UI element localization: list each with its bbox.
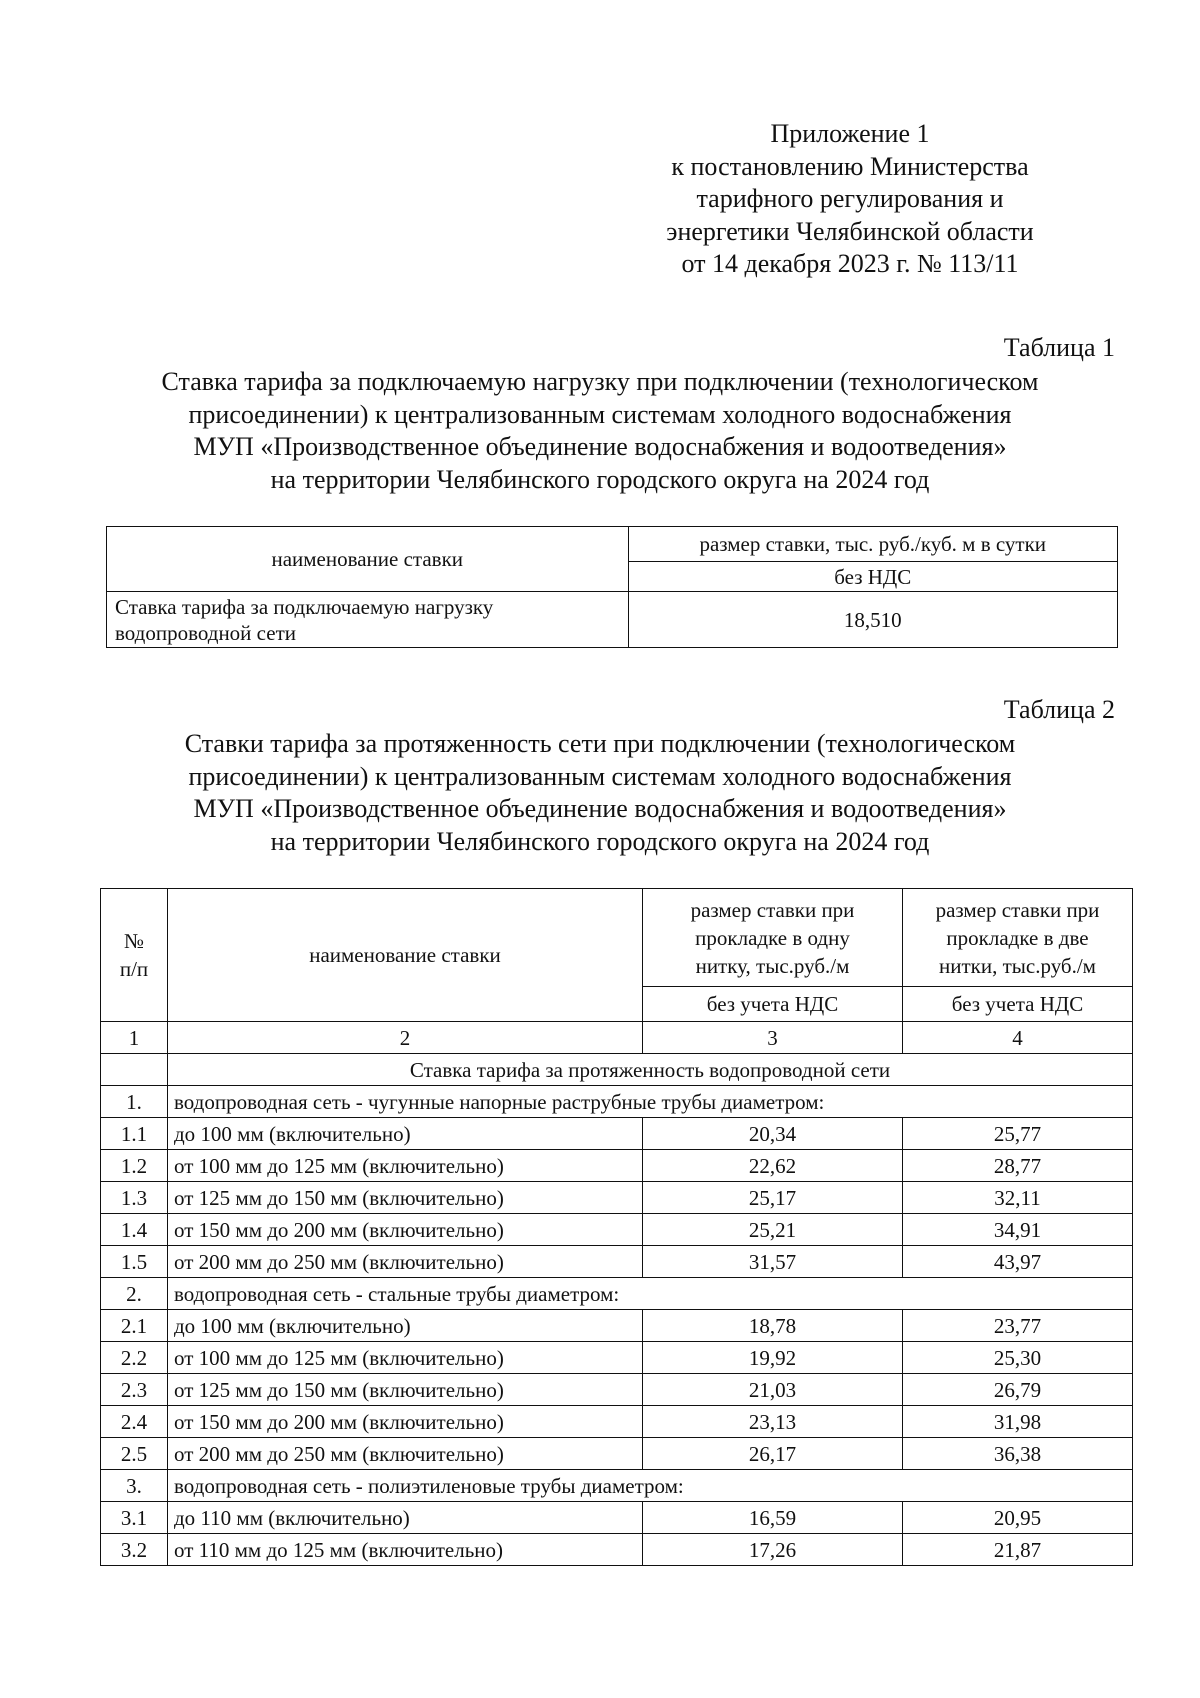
- table2-header-col4-line: нитки, тыс.руб./м: [939, 953, 1096, 978]
- table2-header-num-line: п/п: [119, 957, 149, 981]
- table2-header-col3-line: размер ставки при: [690, 897, 855, 922]
- row-one-thread: 26,17: [643, 1438, 903, 1470]
- row-one-thread: 31,57: [643, 1246, 903, 1278]
- table-row: [101, 1182, 1133, 1214]
- table1: [106, 526, 1118, 648]
- appendix-line: тарифного регулирования и: [696, 184, 1004, 213]
- table2-header-col4-vat: без учета НДС: [903, 987, 1133, 1022]
- row-num: 2.2: [101, 1342, 168, 1374]
- table2-group-row: [101, 1086, 1133, 1118]
- row-two-threads: 36,38: [903, 1438, 1133, 1470]
- table2-header-col3-line: нитку, тыс.руб./м: [695, 953, 850, 978]
- row-two-threads: 43,97: [903, 1246, 1133, 1278]
- group-num: 1.: [101, 1086, 168, 1118]
- row-one-thread: 21,03: [643, 1374, 903, 1406]
- row-one-thread: 16,59: [643, 1502, 903, 1534]
- table2-index-cell: 2: [168, 1022, 643, 1054]
- row-one-thread: 19,92: [643, 1342, 903, 1374]
- row-name: от 200 мм до 250 мм (включительно): [168, 1438, 643, 1470]
- table1-header-size: размер ставки, тыс. руб./куб. м в сутки: [628, 527, 1117, 562]
- table-row: [101, 1246, 1133, 1278]
- table-row: [101, 1374, 1133, 1406]
- row-two-threads: 25,30: [903, 1342, 1133, 1374]
- table2-header-col3: [643, 889, 903, 987]
- row-num: 1.5: [101, 1246, 168, 1278]
- table2-header-col3-line: прокладке в одну: [695, 925, 850, 950]
- row-name: до 100 мм (включительно): [168, 1118, 643, 1150]
- table1-title-line: Ставка тарифа за подключаемую нагрузку при подключении (технологическом: [161, 367, 1039, 396]
- row-name: от 100 мм до 125 мм (включительно): [168, 1342, 643, 1374]
- appendix-line: от 14 декабря 2023 г. № 113/11: [681, 249, 1019, 278]
- table2-index-cell: 3: [643, 1022, 903, 1054]
- row-two-threads: 32,11: [903, 1182, 1133, 1214]
- row-one-thread: 25,21: [643, 1214, 903, 1246]
- table-row: [101, 1406, 1133, 1438]
- group-title: водопроводная сеть - стальные трубы диаметром:: [168, 1278, 1133, 1310]
- group-title: водопроводная сеть - чугунные напорные раструбные трубы диаметром:: [168, 1086, 1133, 1118]
- row-two-threads: 28,77: [903, 1150, 1133, 1182]
- table2-section-row: [101, 1054, 1133, 1086]
- row-two-threads: 20,95: [903, 1502, 1133, 1534]
- row-one-thread: 25,17: [643, 1182, 903, 1214]
- table2-header-num-line: №: [123, 929, 145, 953]
- row-num: 2.4: [101, 1406, 168, 1438]
- table-row: [101, 1150, 1133, 1182]
- table2-title-line: МУП «Производственное объединение водоснабжения и водоотведения»: [193, 794, 1007, 823]
- row-num: 1.4: [101, 1214, 168, 1246]
- table2-title-line: присоединении) к централизованным системам холодного водоснабжения: [188, 761, 1012, 791]
- row-num: 2.1: [101, 1310, 168, 1342]
- row-name: до 100 мм (включительно): [168, 1310, 643, 1342]
- table2-index-cell: 4: [903, 1022, 1133, 1054]
- row-name: от 200 мм до 250 мм (включительно): [168, 1246, 643, 1278]
- row-one-thread: 20,34: [643, 1118, 903, 1150]
- table-row: [101, 1342, 1133, 1374]
- table2-header-col4-line: размер ставки при: [935, 897, 1100, 922]
- group-num: 2.: [101, 1278, 168, 1310]
- table1-row-name-line: Ставка тарифа за подключаемую нагрузку: [115, 594, 494, 619]
- table2-header-col3-vat: без учета НДС: [643, 987, 903, 1022]
- table1-row-name-line: водопроводной сети: [115, 620, 296, 645]
- table2-index-row: [101, 1022, 1133, 1054]
- table1-row-name: [107, 592, 629, 648]
- table2: [100, 888, 1133, 1566]
- appendix-header: [640, 118, 1060, 281]
- table1-header-vat: без НДС: [628, 562, 1117, 592]
- row-num: 1.3: [101, 1182, 168, 1214]
- row-name: от 100 мм до 125 мм (включительно): [168, 1150, 643, 1182]
- table-row: [101, 1118, 1133, 1150]
- table2-group-row: [101, 1470, 1133, 1502]
- table2-header-num: [101, 889, 168, 1022]
- row-num: 2.3: [101, 1374, 168, 1406]
- row-name: от 150 мм до 200 мм (включительно): [168, 1214, 643, 1246]
- table-row: [101, 1310, 1133, 1342]
- table1-label: Таблица 1: [1003, 333, 1115, 362]
- row-num: 1.2: [101, 1150, 168, 1182]
- table2-group-row: [101, 1278, 1133, 1310]
- row-name: до 110 мм (включительно): [168, 1502, 643, 1534]
- group-num: 3.: [101, 1470, 168, 1502]
- table-row: [101, 1438, 1133, 1470]
- row-two-threads: 21,87: [903, 1534, 1133, 1566]
- table2-title-line: Ставки тарифа за протяженность сети при подключении (технологическом: [184, 729, 1016, 758]
- table2-title-line: на территории Челябинского городского округа на 2024 год: [270, 826, 930, 856]
- table1-title-line: на территории Челябинского городского округа на 2024 год: [270, 464, 930, 494]
- row-num: 3.2: [101, 1534, 168, 1566]
- table1-title-line: МУП «Производственное объединение водоснабжения и водоотведения»: [193, 432, 1007, 461]
- row-name: от 150 мм до 200 мм (включительно): [168, 1406, 643, 1438]
- row-one-thread: 17,26: [643, 1534, 903, 1566]
- table2-header-col4-line: прокладке в две: [946, 925, 1089, 950]
- row-num: 3.1: [101, 1502, 168, 1534]
- group-title: водопроводная сеть - полиэтиленовые трубы диаметром:: [168, 1470, 1133, 1502]
- table1-title: [80, 366, 1120, 496]
- table2-label: Таблица 2: [1003, 695, 1115, 724]
- row-num: 1.1: [101, 1118, 168, 1150]
- table2-header-col4: [903, 889, 1133, 987]
- row-one-thread: 23,13: [643, 1406, 903, 1438]
- row-two-threads: 26,79: [903, 1374, 1133, 1406]
- row-two-threads: 23,77: [903, 1310, 1133, 1342]
- row-num: 2.5: [101, 1438, 168, 1470]
- table1-header-name: наименование ставки: [107, 527, 629, 592]
- table2-section-title: Ставка тарифа за протяженность водопроводной сети: [168, 1054, 1133, 1086]
- table-row: [101, 1534, 1133, 1566]
- appendix-line: Приложение 1: [770, 119, 930, 148]
- table1-title-line: присоединении) к централизованным системам холодного водоснабжения: [188, 399, 1012, 429]
- table2-index-cell: 1: [101, 1022, 168, 1054]
- row-one-thread: 22,62: [643, 1150, 903, 1182]
- table2-empty-cell: [101, 1054, 168, 1086]
- table-row: [101, 1214, 1133, 1246]
- table1-row-value: 18,510: [628, 592, 1117, 648]
- appendix-line: энергетики Челябинской области: [666, 216, 1034, 246]
- row-one-thread: 18,78: [643, 1310, 903, 1342]
- row-two-threads: 31,98: [903, 1406, 1133, 1438]
- table2-title: [80, 728, 1120, 858]
- row-name: от 125 мм до 150 мм (включительно): [168, 1182, 643, 1214]
- row-two-threads: 34,91: [903, 1214, 1133, 1246]
- table-row: [101, 1502, 1133, 1534]
- row-two-threads: 25,77: [903, 1118, 1133, 1150]
- row-name: от 110 мм до 125 мм (включительно): [168, 1534, 643, 1566]
- table2-header-name: наименование ставки: [168, 889, 643, 1022]
- row-name: от 125 мм до 150 мм (включительно): [168, 1374, 643, 1406]
- appendix-line: к постановлению Министерства: [671, 151, 1029, 181]
